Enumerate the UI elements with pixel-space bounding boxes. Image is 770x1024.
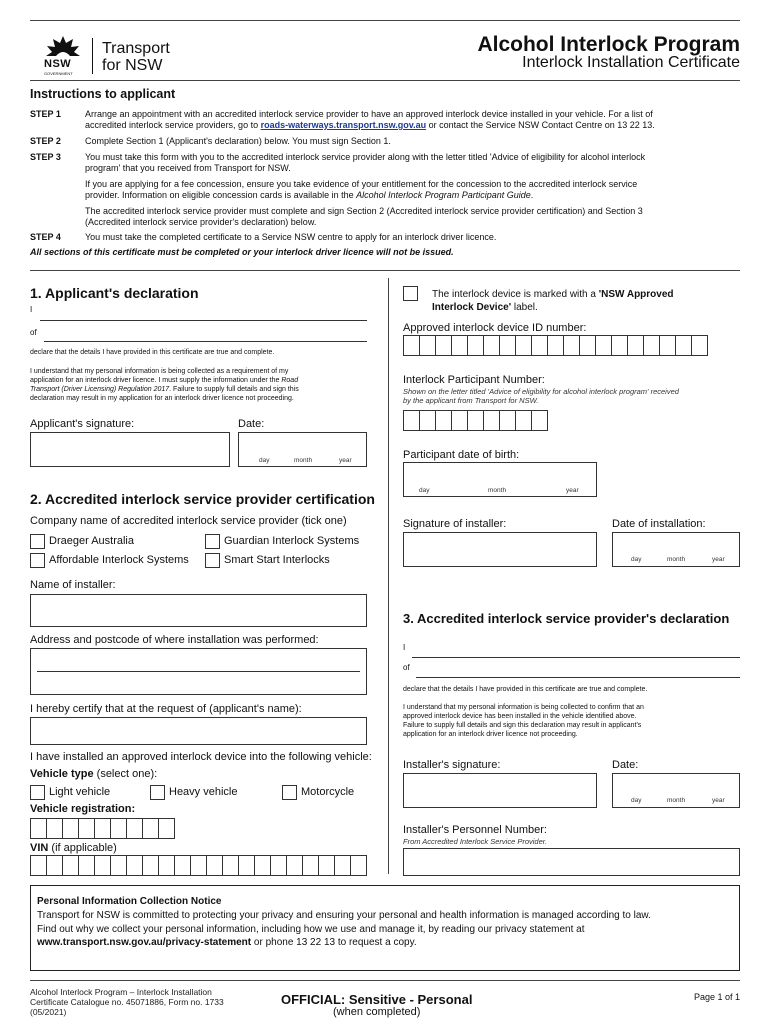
step1-line2 [85,120,740,131]
top-rule [30,20,740,21]
vin-bold: VIN [30,842,49,854]
privacy-notice-line3-post: or phone 13 22 13 to request a copy. [251,937,417,948]
provider-signature-label: Installer's signature: [403,759,501,771]
participant-note [403,387,679,405]
personnel-number-label: Installer's Personnel Number: [403,824,547,836]
step3-line6: (Accredited interlock service provider's declaration) below. [85,217,317,227]
applicant-privacy-line4: declaration may result in my application for an interlock driver licence not proceeding. [30,395,294,402]
draeger-checkbox[interactable] [30,534,45,549]
participant-guide-title: Alcohol Interlock Program Participant Guide [356,190,531,200]
applicant-date-box[interactable] [238,432,367,467]
installation-date-day: day [631,556,642,563]
nsw-approved-label-text [432,288,674,314]
applicant-address-field[interactable] [44,341,367,342]
regulation-title-part1: Road [281,377,299,384]
provider-signature-box[interactable] [403,773,597,808]
provider-name-field[interactable] [412,657,740,658]
certify-label: I hereby certify that at the request of (applicant's name): [30,703,302,715]
nsw-approved-bold1: 'NSW Approved [598,289,674,300]
dob-year: year [566,487,579,494]
participant-number-cells[interactable] [403,410,547,431]
participant-note-line1: Shown on the letter titled 'Advice of eligibility for alcohol interlock program' received [403,387,679,396]
privacy-statement-link[interactable]: www.transport.nsw.gov.au/privacy-statement [37,937,252,948]
nsw-approved-label-checkbox[interactable] [403,286,418,301]
instructions-rule [30,270,740,271]
step3-label: STEP 3 [30,152,61,162]
applicant-privacy-line1: I understand that my personal information is being collected as a requirement of my [30,368,289,375]
provider-privacy-line2: approved interlock device has been installed in the vehicle identified above. [403,713,637,720]
step1-line1: Arrange an appointment with an accredited interlock service provider to have an approved interlock device installed in your vehicle. For a list of [85,109,653,119]
applicant-signature-box[interactable] [30,432,230,467]
nsw-wordmark: NSW [44,58,72,70]
address-label: Address and postcode of where installation was performed: [30,634,319,646]
affordable-checkbox[interactable] [30,553,45,568]
section1-heading: 1. Applicant's declaration [30,285,199,301]
installation-date-year: year [712,556,725,563]
nsw-waratah-logo [42,34,84,76]
applicant-privacy-line3 [30,385,299,394]
applicant-of-label: of [30,328,37,337]
header-rule [30,80,740,81]
step3-line5: The accredited interlock service provider must complete and sign Section 2 (Accredited interlock service provider certification) and Section 3 [85,206,643,216]
page-number: Page 1 of 1 [693,992,740,1002]
nsw-approved-line1 [432,288,674,301]
heavy-vehicle-label: Heavy vehicle [169,786,238,798]
vehicle-type-rest: (select one): [93,768,158,780]
provider-privacy-line3: Failure to supply full details and sign this declaration may result in applicant's [403,722,642,729]
step2-text: Complete Section 1 (Applicant's declaration) below. You must sign Section 1. [85,136,391,146]
privacy-notice-line3 [37,937,417,948]
draeger-label: Draeger Australia [49,535,134,547]
registration-label: Vehicle registration: [30,803,136,815]
address-line [37,671,360,672]
participant-note-line2: by the applicant from Transport for NSW. [403,396,539,405]
privacy-notice-box [30,885,740,971]
registration-cells[interactable] [30,818,174,839]
personnel-number-input[interactable] [403,848,740,876]
provider-date-month: month [667,797,686,804]
installer-signature-label: Signature of installer: [403,518,507,530]
vin-cells[interactable] [30,855,366,876]
page-subtitle: Interlock Installation Certificate [522,54,740,71]
address-input[interactable] [30,648,367,695]
step1-line2-pre: accredited interlock service providers, go to [85,120,261,130]
provider-privacy-line1: I understand that my personal information is being collected to confirm that an [403,704,644,711]
provider-declare-text: declare that the details I have provided in this certificate are true and complete. [403,686,648,693]
applicant-privacy-line2 [30,376,299,385]
nsw-approved-pre: The interlock device is marked with a [432,289,599,300]
vin-label [30,842,117,854]
nsw-approved-post: label. [511,302,538,313]
personnel-note: From Accredited Interlock Service Provider. [403,837,548,846]
applicant-name-input[interactable] [30,717,367,745]
org-name-line1: Transport [102,40,170,57]
applicant-i-label: I [30,305,33,314]
light-vehicle-label: Light vehicle [49,786,111,798]
dob-box[interactable] [403,462,597,497]
installer-name-input[interactable] [30,594,367,627]
step4-label: STEP 4 [30,232,61,242]
guardian-checkbox[interactable] [205,534,220,549]
applicant-privacy-line2-pre: application for an interlock driver licence. I must supply the information under the [30,377,282,384]
participant-number-label: Interlock Participant Number: [403,374,545,386]
footer-rule [30,980,740,981]
nsw-government-wordmark: GOVERNMENT [44,71,73,76]
section2-heading: 2. Accredited interlock service provider certification [30,491,375,507]
step3-line1: You must take this form with you to the accredited interlock service provider along with the letter titled 'Advice of eligibility for alcohol interlock [85,152,646,162]
smart-start-label: Smart Start Interlocks [224,554,330,566]
step1-line2-post: or contact the Service NSW Contact Centre on 13 22 13. [426,120,655,130]
light-vehicle-checkbox[interactable] [30,785,45,800]
classification-note: (when completed) [333,1006,421,1018]
step4-text: You must take the completed certificate to a Service NSW centre to apply for an interlock driver licence. [85,232,497,242]
provider-i-label: I [403,643,406,652]
applicant-date-label: Date: [238,418,265,430]
provider-date-year: year [712,797,725,804]
completion-warning: All sections of this certificate must be completed or your interlock driver licence will not be issued. [30,247,454,257]
footer-line2: Certificate Catalogue no. 45071886, Form no. 1733 [30,997,224,1007]
motorcycle-checkbox[interactable] [282,785,297,800]
applicant-privacy-text [30,367,299,403]
column-divider [388,278,389,874]
provider-date-box[interactable] [612,773,740,808]
installation-date-month: month [667,556,686,563]
applicant-privacy-line3-post: . Failure to supply full details and sign this [169,386,299,393]
company-label: Company name of accredited interlock service provider (tick one) [30,515,347,527]
footer-line1: Alcohol Interlock Program – Interlock Installation [30,987,212,997]
nsw-approved-bold2: Interlock Device' [432,302,512,313]
step1-text [85,109,740,131]
privacy-notice-line1: Transport for NSW is committed to protecting your privacy and ensuring your personal and health information is managed according to law. [37,910,651,921]
dob-label: Participant date of birth: [403,449,520,461]
instructions-heading: Instructions to applicant [30,87,176,101]
regulation-title-part2: Transport (Driver Licensing) Regulation 2017 [30,386,170,393]
logo-divider [92,38,93,74]
provider-address-field[interactable] [416,677,740,678]
step3-text [85,152,740,228]
org-name-line2: for NSW [102,57,163,74]
step3-line2: program' that you received from Transport for NSW. [85,163,291,173]
applicant-signature-label: Applicant's signature: [30,418,135,430]
applicant-date-month: month [294,457,313,464]
service-providers-link[interactable]: roads-waterways.transport.nsw.gov.au [260,120,427,130]
step3-line4 [85,190,740,201]
installer-name-label: Name of installer: [30,579,116,591]
guardian-label: Guardian Interlock Systems [224,535,360,547]
step1-label: STEP 1 [30,109,61,119]
step3-line4-post: . [530,190,534,200]
provider-privacy-text [403,703,644,739]
applicant-date-day: day [259,457,270,464]
installation-date-box[interactable] [612,532,740,567]
section3-heading: 3. Accredited interlock service provider's declaration [403,611,730,626]
installation-date-label: Date of installation: [612,518,706,530]
applicant-date-year: year [339,457,352,464]
device-id-label: Approved interlock device ID number: [403,322,587,334]
footer-line3: (05/2021) [30,1007,67,1017]
step3-line4-pre: provider. Information on eligible concession cards is available in the [85,190,357,200]
footer-catalogue [30,987,224,1017]
device-id-cells[interactable] [403,335,707,356]
affordable-label: Affordable Interlock Systems [49,554,189,566]
dob-day: day [419,487,430,494]
smart-start-checkbox[interactable] [205,553,220,568]
provider-of-label: of [403,663,410,672]
installed-label: I have installed an approved interlock device into the following vehicle: [30,751,372,763]
vehicle-type-label [30,768,157,780]
nsw-approved-line2 [432,301,674,314]
heavy-vehicle-checkbox[interactable] [150,785,165,800]
privacy-notice-line2: Find out why we collect your personal information, including how we use and manage it, by reading our privacy statement at [37,924,585,935]
step2-label: STEP 2 [30,136,61,146]
page-title: Alcohol Interlock Program [477,33,740,56]
provider-date-day: day [631,797,642,804]
motorcycle-label: Motorcycle [301,786,355,798]
privacy-notice-heading: Personal Information Collection Notice [37,896,222,907]
vehicle-type-bold: Vehicle type [30,768,94,780]
provider-date-label: Date: [612,759,639,771]
vin-rest: (if applicable) [48,842,117,854]
installer-signature-box[interactable] [403,532,597,567]
step3-line3: If you are applying for a fee concession, ensure you take evidence of your entitlement for the concession to the accredited interlock service [85,179,638,189]
applicant-name-field[interactable] [40,320,367,321]
official-classification: OFFICIAL: Sensitive - Personal [281,992,473,1007]
provider-privacy-line4: application for an interlock driver licence not proceeding. [403,731,578,738]
dob-month: month [488,487,507,494]
applicant-declare-text: declare that the details I have provided in this certificate are true and complete. [30,349,275,356]
